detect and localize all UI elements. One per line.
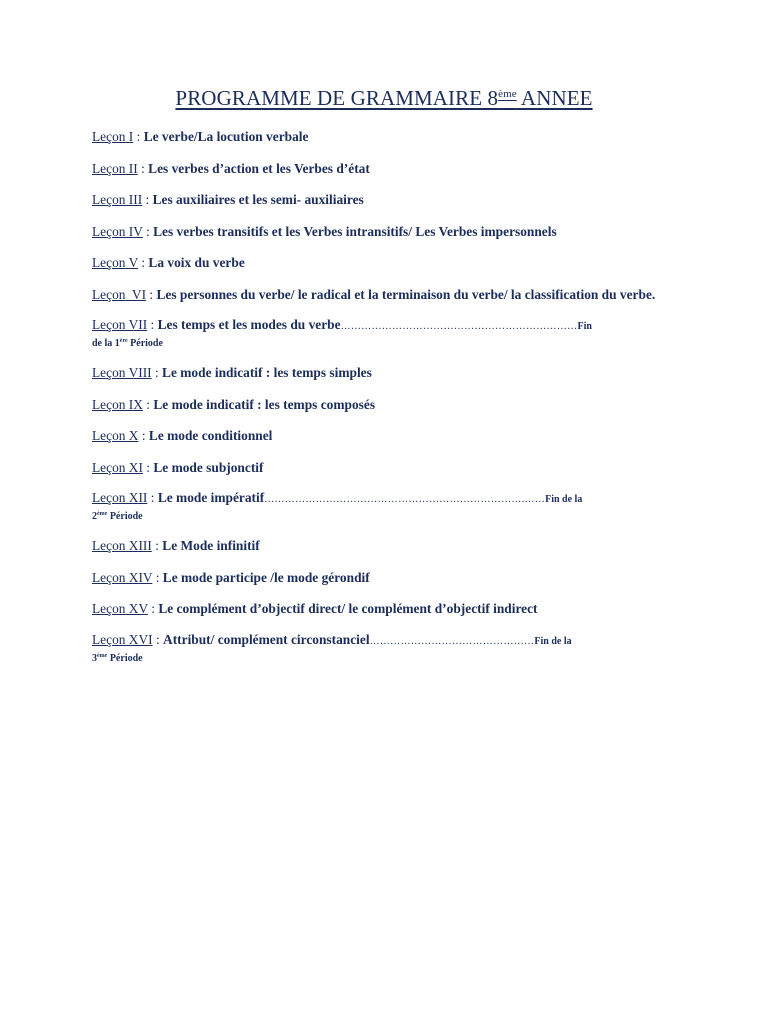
- lesson-item: [92, 600, 676, 617]
- lesson-title: Le mode impératif: [157, 490, 265, 505]
- lesson-separator: :: [142, 192, 153, 207]
- lesson-number: Leçon IX: [92, 396, 143, 412]
- lesson-separator: :: [146, 286, 157, 302]
- lesson-number: Leçon VI: [92, 286, 147, 302]
- lesson-separator: :: [142, 459, 154, 475]
- lesson-number: Leçon XII: [92, 490, 148, 505]
- lesson-number: Leçon VII: [92, 317, 148, 332]
- lesson-title: Le complément d’objectif direct/ le complément d’objectif indirect: [158, 601, 538, 616]
- lesson-item: [92, 254, 676, 271]
- lesson-title: Les auxiliaires et les semi- auxiliaires: [152, 192, 364, 207]
- period-end-label: Fin de la: [545, 494, 583, 505]
- title-end: ANNEE: [516, 86, 593, 110]
- lesson-title: Les verbes d’action et les Verbes d’état: [148, 160, 370, 176]
- lesson-item: [92, 223, 676, 240]
- lesson-number: Leçon IV: [92, 223, 143, 239]
- lesson-title: Les personnes du verbe/ le radical et la terminaison du verbe/ la classification du verbe.: [156, 286, 656, 302]
- lesson-number: Leçon V: [92, 255, 138, 270]
- period-end-word: Période: [107, 511, 143, 522]
- title-main: PROGRAMME DE GRAMMAIRE 8: [175, 86, 499, 110]
- lesson-number: Leçon XVI: [92, 631, 153, 647]
- lesson-item: [92, 128, 676, 145]
- lesson-item: [92, 569, 676, 586]
- page-title: [0, 86, 768, 111]
- lesson-item: [92, 160, 676, 177]
- dot-leader: ………………………………………………………………….……: [264, 494, 546, 505]
- lesson-title: Attribut/ complément circonstanciel: [163, 631, 370, 647]
- lesson-title: Les temps et les modes du verbe: [157, 317, 341, 332]
- lesson-item: [92, 537, 676, 554]
- lesson-item: [92, 191, 676, 208]
- lesson-item: [92, 317, 676, 350]
- lesson-item: [92, 427, 676, 444]
- lesson-separator: :: [138, 255, 149, 270]
- period-end-label: Fin: [577, 321, 592, 332]
- lesson-item: [92, 364, 676, 381]
- lesson-number: Leçon I: [92, 129, 134, 144]
- period-end-line: [92, 335, 676, 350]
- lesson-title: Le Mode infinitif: [162, 538, 260, 553]
- lesson-number: Leçon III: [92, 192, 143, 207]
- period-end-line: [92, 508, 676, 523]
- lesson-item: [92, 396, 676, 413]
- lesson-title: Le mode indicatif : les temps simples: [162, 365, 372, 380]
- lesson-item: [92, 459, 676, 476]
- lesson-number: Leçon II: [92, 160, 138, 176]
- lesson-title: Le mode conditionnel: [148, 428, 273, 443]
- lesson-title: Le verbe/La locution verbale: [143, 129, 309, 144]
- lesson-separator: :: [147, 317, 158, 332]
- lesson-number: Leçon XIII: [92, 538, 152, 553]
- lesson-list: [92, 128, 676, 679]
- lesson-separator: :: [151, 538, 163, 553]
- period-end-text: de la 1: [92, 338, 120, 349]
- period-end-word: Période: [127, 338, 163, 349]
- lesson-title: Le mode indicatif : les temps composés: [153, 396, 376, 412]
- lesson-separator: :: [142, 223, 154, 239]
- period-end-line: [92, 650, 676, 665]
- lesson-title: La voix du verbe: [148, 255, 245, 270]
- lesson-separator: :: [142, 396, 154, 412]
- lesson-number: Leçon XIV: [92, 569, 153, 585]
- dot-leader: …………………………………………: [369, 635, 535, 647]
- lesson-title: Le mode subjonctif: [153, 459, 264, 475]
- lesson-item: [92, 286, 676, 303]
- period-end-text: 2: [92, 511, 97, 522]
- lesson-item: [92, 632, 676, 665]
- period-end-word: Période: [107, 652, 143, 664]
- period-end-text: 3: [92, 652, 97, 664]
- period-end-superscript: ème: [97, 511, 108, 517]
- lesson-separator: :: [133, 129, 144, 144]
- lesson-number: Leçon XV: [92, 601, 148, 616]
- lesson-separator: :: [137, 160, 149, 176]
- title-superscript: ème: [498, 88, 517, 100]
- dot-leader: ……………………………………………………………: [340, 321, 578, 332]
- lesson-separator: :: [147, 490, 158, 505]
- lesson-separator: :: [152, 631, 164, 647]
- lesson-separator: :: [138, 428, 149, 443]
- period-end-superscript: ème: [97, 652, 108, 659]
- lesson-item: [92, 490, 676, 523]
- lesson-separator: :: [147, 601, 159, 616]
- lesson-separator: :: [151, 365, 163, 380]
- period-end-label: Fin de la: [534, 635, 572, 647]
- lesson-separator: :: [152, 569, 163, 585]
- lesson-title: Le mode participe /le mode gérondif: [162, 569, 370, 585]
- lesson-number: Leçon XI: [92, 459, 143, 475]
- period-end-superscript: ère: [119, 338, 128, 344]
- lesson-title: Les verbes transitifs et les Verbes intransitifs/ Les Verbes impersonnels: [153, 223, 557, 239]
- lesson-number: Leçon VIII: [92, 365, 152, 380]
- lesson-number: Leçon X: [92, 428, 139, 443]
